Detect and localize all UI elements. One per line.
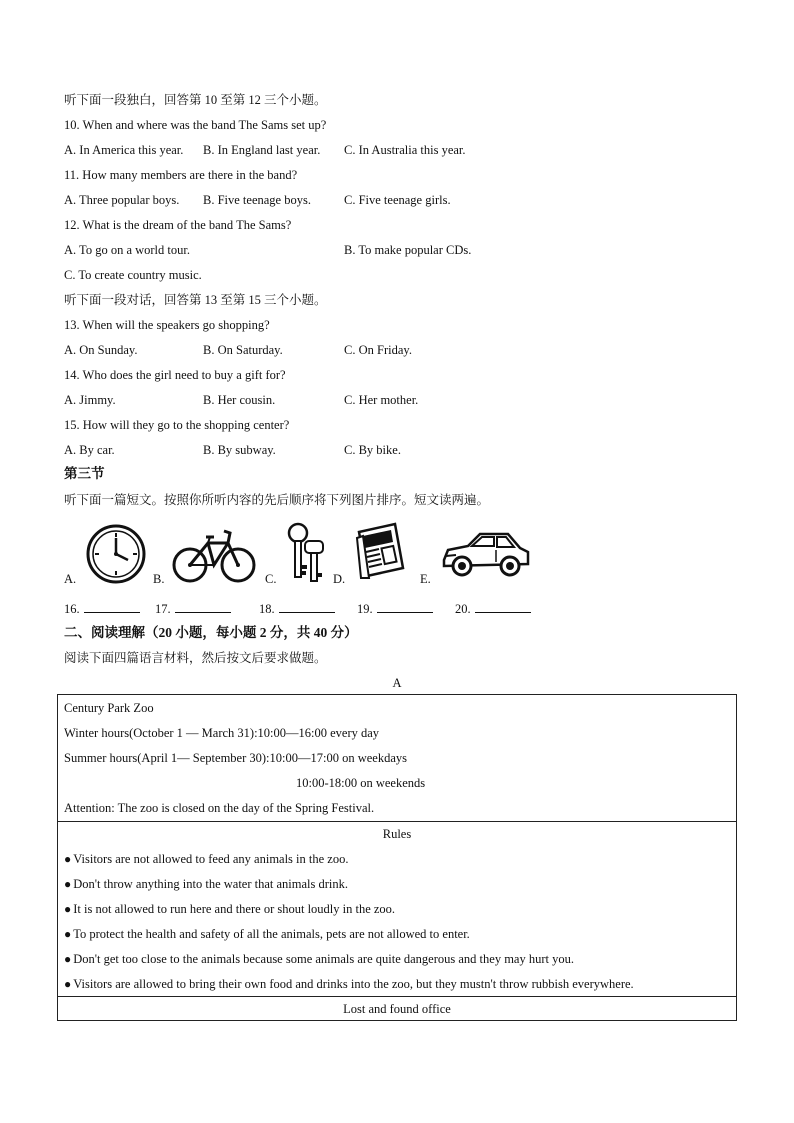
q12-option-b: B. To make popular CDs.	[344, 243, 472, 257]
q13-option-a: A. On Sunday.	[64, 343, 138, 357]
question-13: 13. When will the speakers go shopping?	[64, 318, 270, 332]
q10-option-c: C. In Australia this year.	[344, 143, 466, 157]
q15-option-b: B. By subway.	[203, 443, 276, 457]
picture-label-d: D.	[333, 572, 346, 586]
answer-blank-20[interactable]: 20.	[455, 600, 531, 617]
q14-option-b: B. Her cousin.	[203, 393, 276, 407]
q12-option-a: A. To go on a world tour.	[64, 243, 190, 257]
table-divider	[58, 821, 736, 822]
zoo-name: Century Park Zoo	[64, 701, 154, 715]
car-icon	[438, 524, 532, 588]
q11-option-b: B. Five teenage boys.	[203, 193, 311, 207]
rule-item: ● Don't get too close to the animals because some animals are quite dangerous and they may hurt you.	[64, 951, 574, 967]
q13-option-b: B. On Saturday.	[203, 343, 283, 357]
rule-item: ● It is not allowed to run here and there or shout loudly in the zoo.	[64, 901, 395, 917]
rule-item: ● To protect the health and safety of all the animals, pets are not allowed to enter.	[64, 926, 470, 942]
table-divider	[58, 996, 736, 997]
q10-option-b: B. In England last year.	[203, 143, 321, 157]
rule-item: ● Visitors are not allowed to feed any animals in the zoo.	[64, 851, 348, 867]
bicycle-icon	[170, 523, 258, 589]
picture-label-c: C.	[265, 572, 277, 586]
answer-blank-16[interactable]: 16.	[64, 600, 140, 617]
q14-option-c: C. Her mother.	[344, 393, 419, 407]
rules-title: Rules	[382, 827, 412, 841]
q12-option-c: C. To create country music.	[64, 268, 202, 282]
answer-blank-19[interactable]: 19.	[357, 600, 433, 617]
question-12: 12. What is the dream of the band The Sams?	[64, 218, 292, 232]
section3-instructions: 听下面一篇短文。按照你所听内容的先后顺序将下列图片排序。短文读两遍。	[64, 493, 490, 507]
question-10: 10. When and where was the band The Sams set up?	[64, 118, 327, 132]
clock-icon	[84, 523, 148, 589]
section3-title: 第三节	[64, 466, 105, 481]
rule-item: ● Don't throw anything into the water that animals drink.	[64, 876, 348, 892]
q14-option-a: A. Jimmy.	[64, 393, 116, 407]
keys-icon	[283, 521, 329, 589]
summer-hours: Summer hours(April 1— September 30):10:00—17:00 on weekdays	[64, 751, 408, 765]
q15-option-a: A. By car.	[64, 443, 115, 457]
picture-label-e: E.	[420, 572, 431, 586]
section2-instructions: 阅读下面四篇语言材料，然后按文后要求做题。	[64, 651, 327, 665]
question-14: 14. Who does the girl need to buy a gift for?	[64, 368, 286, 382]
answer-blank-18[interactable]: 18.	[259, 600, 335, 617]
question-11: 11. How many members are there in the band?	[64, 168, 298, 182]
picture-label-b: B.	[153, 572, 165, 586]
newspaper-icon	[355, 522, 407, 584]
rule-item: ● Visitors are allowed to bring their own food and drinks into the zoo, but they mustn't throw rubbish everywhere.	[64, 976, 634, 992]
q11-option-a: A. Three popular boys.	[64, 193, 180, 207]
question-15: 15. How will they go to the shopping center?	[64, 418, 290, 432]
part-intro-monologue: 听下面一段独白，回答第 10 至第 12 三个小题。	[64, 93, 327, 107]
answer-blank-17[interactable]: 17.	[155, 600, 231, 617]
q10-option-a: A. In America this year.	[64, 143, 184, 157]
section2-title: 二、阅读理解（20 小题，每小题 2 分，共 40 分）	[64, 625, 358, 640]
q15-option-c: C. By bike.	[344, 443, 401, 457]
winter-hours: Winter hours(October 1 — March 31):10:00—16:00 every day	[64, 726, 380, 740]
picture-label-a: A.	[64, 572, 77, 586]
zoo-notice-table	[57, 694, 737, 1021]
q13-option-c: C. On Friday.	[344, 343, 412, 357]
part-intro-dialogue: 听下面一段对话，回答第 13 至第 15 三个小题。	[64, 293, 327, 307]
lost-and-found-title: Lost and found office	[343, 1002, 451, 1016]
passage-label: A	[392, 676, 402, 690]
q11-option-c: C. Five teenage girls.	[344, 193, 451, 207]
attention-note: Attention: The zoo is closed on the day of the Spring Festival.	[64, 801, 375, 815]
weekend-hours: 10:00-18:00 on weekends	[296, 776, 426, 790]
